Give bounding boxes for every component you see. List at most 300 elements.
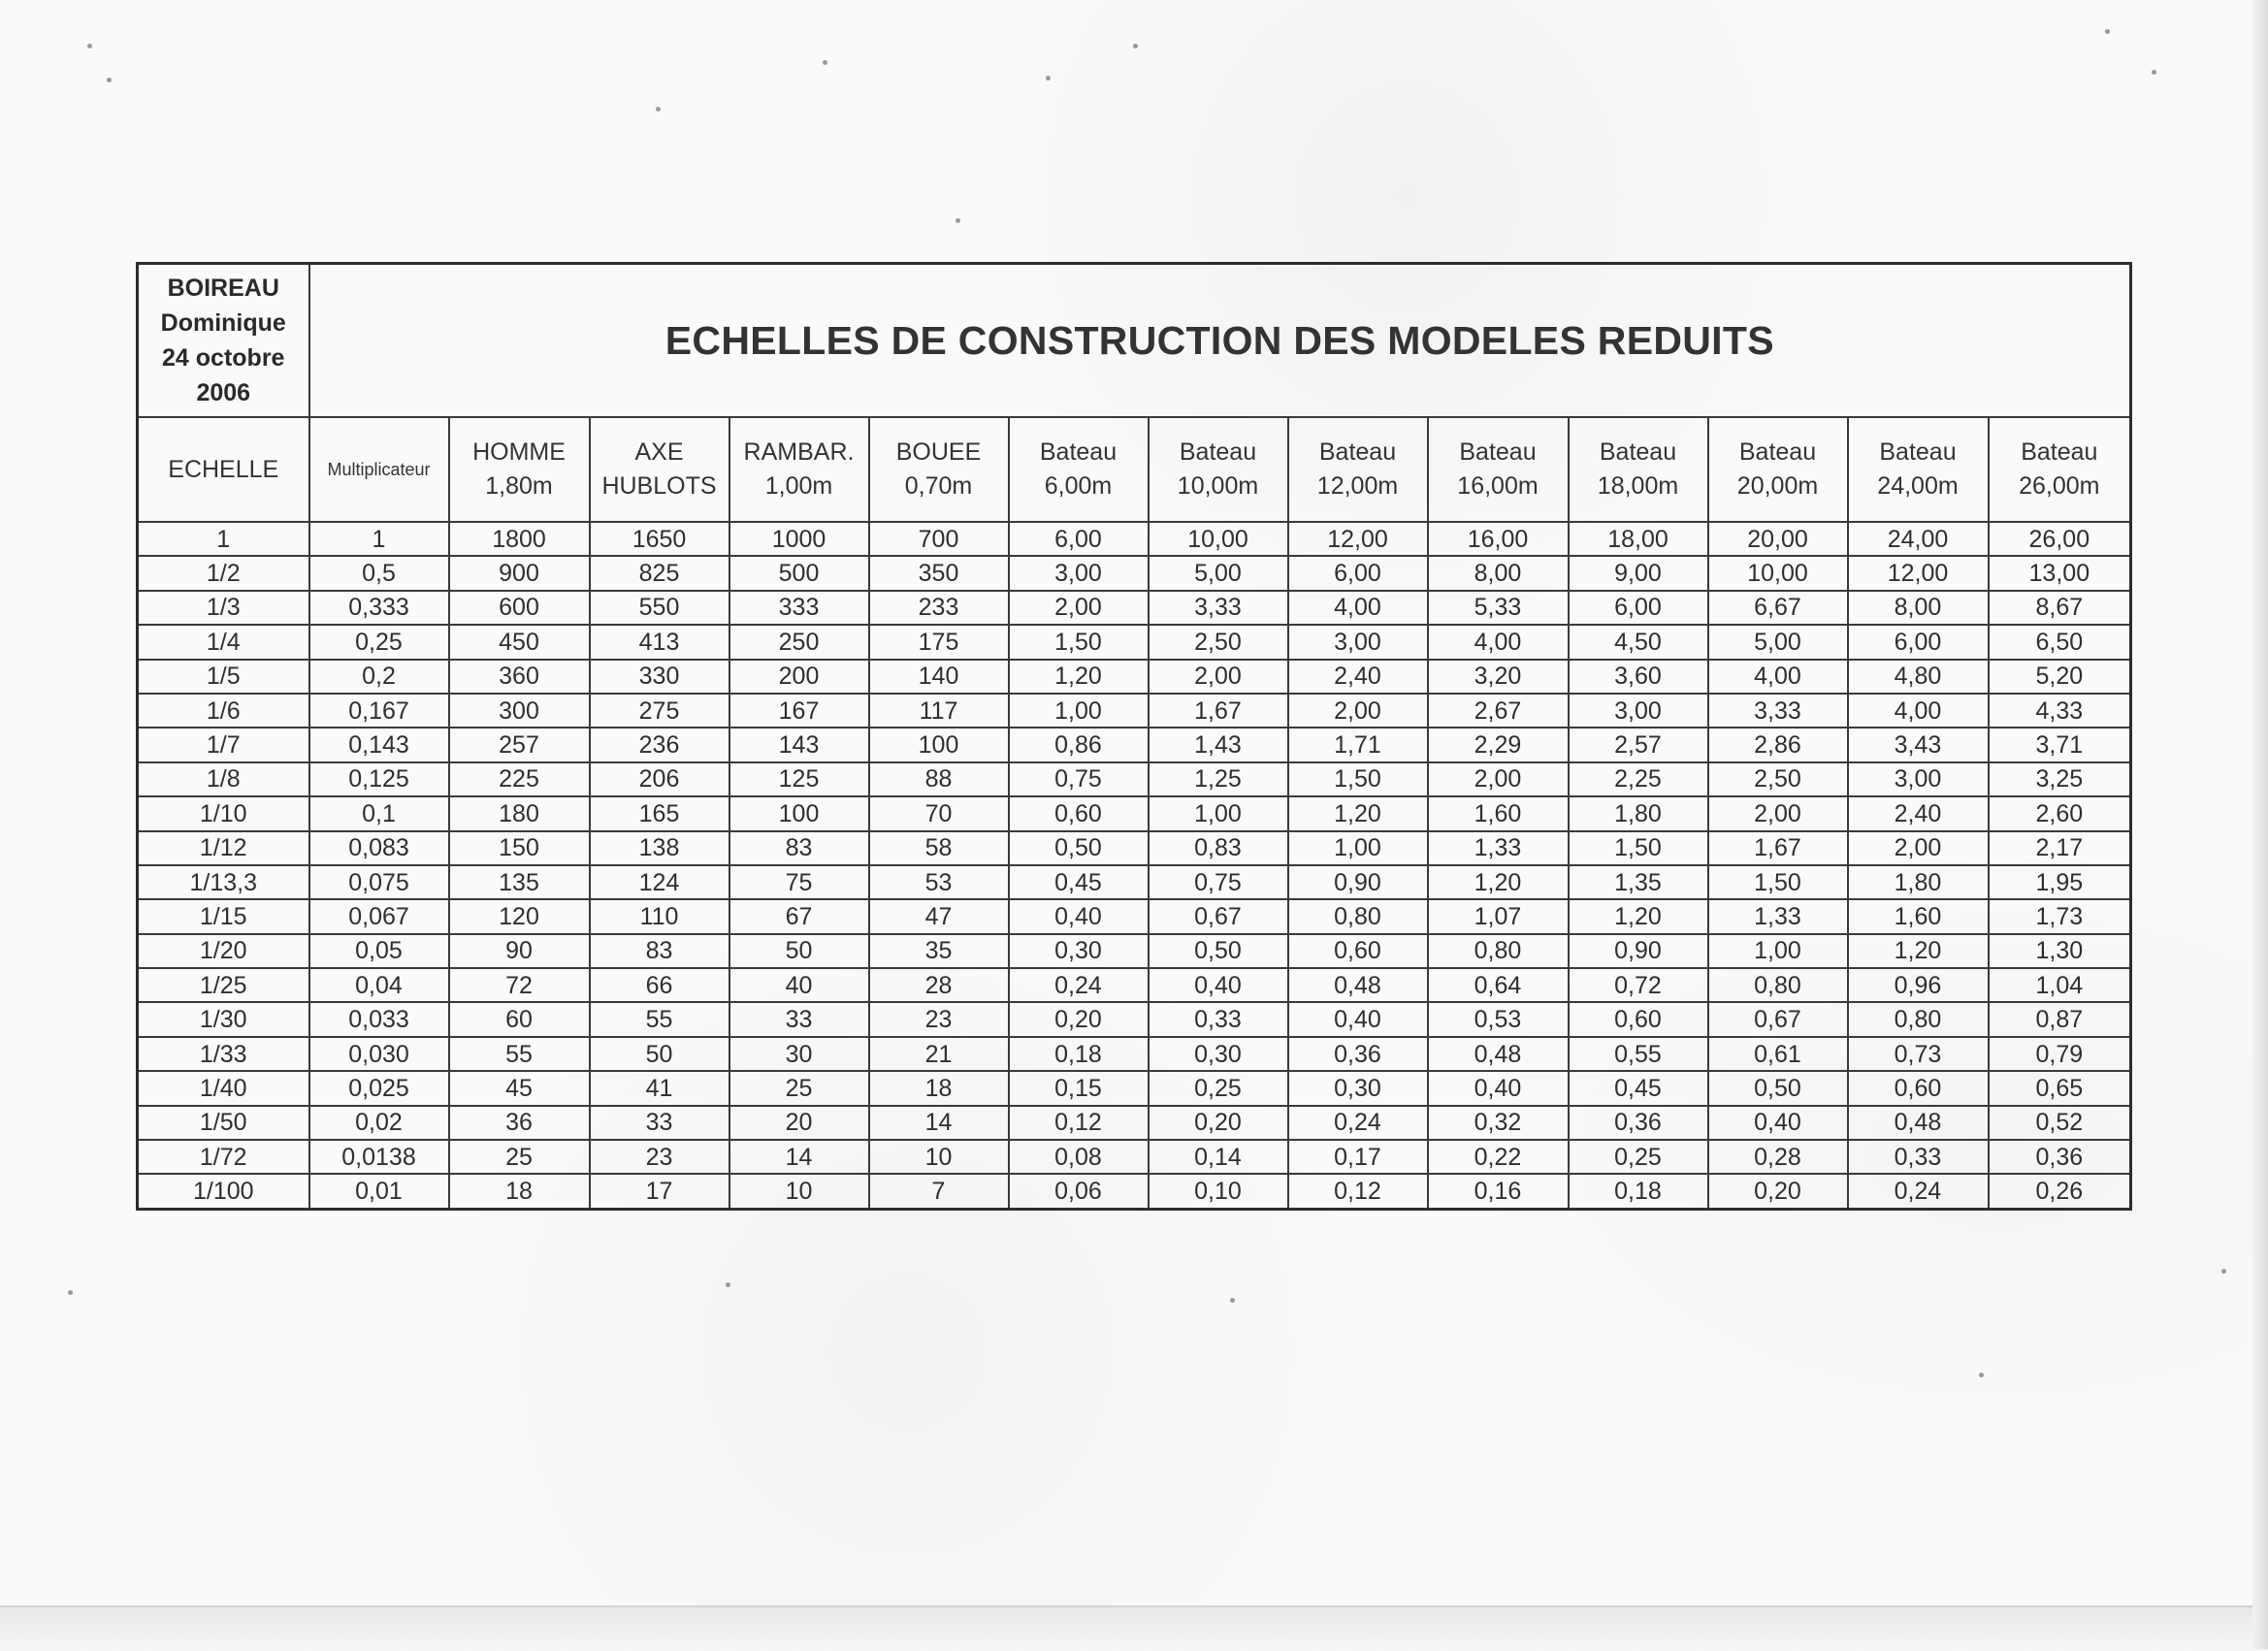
value-cell: 0,24 — [1848, 1174, 1989, 1209]
value-cell: 1000 — [729, 522, 869, 556]
value-cell: 2,00 — [1149, 660, 1288, 694]
value-cell: 1,50 — [1569, 831, 1708, 865]
value-cell: 0,73 — [1848, 1037, 1989, 1071]
value-cell: 0,030 — [309, 1037, 449, 1071]
value-cell: 0,1 — [309, 796, 449, 830]
value-cell: 1,50 — [1009, 625, 1149, 659]
value-cell: 0,26 — [1989, 1174, 2131, 1209]
scale-cell: 1/100 — [138, 1174, 309, 1209]
table-row — [138, 1071, 2131, 1105]
column-header-label: ECHELLE — [168, 455, 279, 483]
value-cell: 83 — [729, 831, 869, 865]
table-row — [138, 865, 2131, 899]
value-cell: 1,60 — [1428, 796, 1569, 830]
column-header-label: HOMME — [472, 438, 566, 466]
scale-cell: 1 — [138, 522, 309, 556]
value-cell: 0,40 — [1009, 899, 1149, 933]
value-cell: 2,86 — [1708, 728, 1848, 761]
value-cell: 0,83 — [1149, 831, 1288, 865]
value-cell: 1650 — [590, 522, 729, 556]
column-header-row — [138, 417, 2131, 522]
dust-speck — [2152, 70, 2156, 75]
scale-cell: 1/3 — [138, 591, 309, 625]
column-header-label: Bateau — [1599, 438, 1677, 466]
value-cell: 1,00 — [1288, 831, 1428, 865]
value-cell: 0,08 — [1009, 1140, 1149, 1174]
value-cell: 0,17 — [1288, 1140, 1428, 1174]
scale-cell: 1/8 — [138, 762, 309, 796]
column-header — [1708, 417, 1848, 522]
value-cell: 0,96 — [1848, 968, 1989, 1002]
value-cell: 0,25 — [1569, 1140, 1708, 1174]
dust-speck — [2221, 1269, 2226, 1274]
value-cell: 23 — [869, 1002, 1009, 1036]
value-cell: 140 — [869, 660, 1009, 694]
value-cell: 110 — [590, 899, 729, 933]
value-cell: 1,20 — [1009, 660, 1149, 694]
value-cell: 0,90 — [1569, 934, 1708, 968]
value-cell: 0,33 — [1149, 1002, 1288, 1036]
value-cell: 10 — [729, 1174, 869, 1209]
value-cell: 0,45 — [1009, 865, 1149, 899]
table-row — [138, 1106, 2131, 1140]
column-header — [449, 417, 590, 522]
value-cell: 0,333 — [309, 591, 449, 625]
value-cell: 5,00 — [1149, 556, 1288, 590]
scale-cell: 1/15 — [138, 899, 309, 933]
value-cell: 0,2 — [309, 660, 449, 694]
value-cell: 35 — [869, 934, 1009, 968]
page-title: ECHELLES DE CONSTRUCTION DES MODELES REDUITS — [309, 264, 2131, 418]
value-cell: 2,29 — [1428, 728, 1569, 761]
value-cell: 2,40 — [1848, 796, 1989, 830]
value-cell: 275 — [590, 694, 729, 728]
column-header-sublabel: 1,80m — [485, 472, 553, 500]
value-cell: 28 — [869, 968, 1009, 1002]
column-header-label: RAMBAR. — [743, 438, 855, 466]
value-cell: 0,87 — [1989, 1002, 2131, 1036]
column-header — [309, 417, 449, 522]
dust-speck — [726, 1282, 730, 1287]
value-cell: 0,30 — [1009, 934, 1149, 968]
value-cell: 1,00 — [1009, 694, 1149, 728]
value-cell: 1,00 — [1149, 796, 1288, 830]
value-cell: 1,20 — [1428, 865, 1569, 899]
value-cell: 2,57 — [1569, 728, 1708, 761]
value-cell: 0,40 — [1288, 1002, 1428, 1036]
value-cell: 0,25 — [309, 625, 449, 659]
value-cell: 0,24 — [1288, 1106, 1428, 1140]
column-header — [1989, 417, 2131, 522]
value-cell: 0,55 — [1569, 1037, 1708, 1071]
column-header-label: Bateau — [1879, 438, 1957, 466]
value-cell: 0,25 — [1149, 1071, 1288, 1105]
value-cell: 100 — [729, 796, 869, 830]
value-cell: 12,00 — [1288, 522, 1428, 556]
value-cell: 0,40 — [1149, 968, 1288, 1002]
value-cell: 0,67 — [1708, 1002, 1848, 1036]
value-cell: 167 — [729, 694, 869, 728]
value-cell: 0,30 — [1288, 1071, 1428, 1105]
column-header — [1428, 417, 1569, 522]
value-cell: 1800 — [449, 522, 590, 556]
column-header-label: BOUEE — [895, 438, 982, 466]
value-cell: 233 — [869, 591, 1009, 625]
value-cell: 83 — [590, 934, 729, 968]
value-cell: 20 — [729, 1106, 869, 1140]
value-cell: 360 — [449, 660, 590, 694]
value-cell: 165 — [590, 796, 729, 830]
author-year: 2006 — [196, 379, 251, 406]
value-cell: 500 — [729, 556, 869, 590]
value-cell: 117 — [869, 694, 1009, 728]
value-cell: 6,67 — [1708, 591, 1848, 625]
value-cell: 41 — [590, 1071, 729, 1105]
value-cell: 2,00 — [1288, 694, 1428, 728]
table-row — [138, 556, 2131, 590]
value-cell: 14 — [729, 1140, 869, 1174]
value-cell: 250 — [729, 625, 869, 659]
dust-speck — [656, 107, 661, 112]
value-cell: 2,40 — [1288, 660, 1428, 694]
value-cell: 1,20 — [1569, 899, 1708, 933]
table-row — [138, 728, 2131, 761]
value-cell: 25 — [729, 1071, 869, 1105]
value-cell: 1,20 — [1288, 796, 1428, 830]
scale-cell: 1/10 — [138, 796, 309, 830]
value-cell: 1,25 — [1149, 762, 1288, 796]
value-cell: 0,14 — [1149, 1140, 1288, 1174]
value-cell: 45 — [449, 1071, 590, 1105]
title-row — [138, 264, 2131, 418]
value-cell: 0,22 — [1428, 1140, 1569, 1174]
table-body — [138, 522, 2131, 1209]
value-cell: 1,50 — [1708, 865, 1848, 899]
value-cell: 8,67 — [1989, 591, 2131, 625]
value-cell: 550 — [590, 591, 729, 625]
value-cell: 0,32 — [1428, 1106, 1569, 1140]
value-cell: 3,00 — [1288, 625, 1428, 659]
value-cell: 6,50 — [1989, 625, 2131, 659]
value-cell: 0,67 — [1149, 899, 1288, 933]
value-cell: 0,0138 — [309, 1140, 449, 1174]
dust-speck — [107, 78, 112, 82]
value-cell: 825 — [590, 556, 729, 590]
value-cell: 0,067 — [309, 899, 449, 933]
scale-cell: 1/4 — [138, 625, 309, 659]
author-block — [138, 264, 309, 418]
value-cell: 2,00 — [1009, 591, 1149, 625]
value-cell: 6,00 — [1009, 522, 1149, 556]
column-header — [729, 417, 869, 522]
table-row — [138, 1174, 2131, 1209]
value-cell: 1 — [309, 522, 449, 556]
value-cell: 0,083 — [309, 831, 449, 865]
value-cell: 0,50 — [1009, 831, 1149, 865]
dust-speck — [823, 60, 827, 65]
scale-cell: 1/33 — [138, 1037, 309, 1071]
column-header-sublabel: 1,00m — [764, 472, 833, 500]
value-cell: 70 — [869, 796, 1009, 830]
scan-bottom-edge — [0, 1605, 2268, 1651]
value-cell: 225 — [449, 762, 590, 796]
dust-speck — [2105, 29, 2110, 34]
column-header-label: Bateau — [1459, 438, 1537, 466]
value-cell: 0,025 — [309, 1071, 449, 1105]
value-cell: 0,033 — [309, 1002, 449, 1036]
value-cell: 50 — [729, 934, 869, 968]
value-cell: 0,143 — [309, 728, 449, 761]
table-row — [138, 625, 2131, 659]
value-cell: 413 — [590, 625, 729, 659]
value-cell: 236 — [590, 728, 729, 761]
value-cell: 1,07 — [1428, 899, 1569, 933]
value-cell: 13,00 — [1989, 556, 2131, 590]
value-cell: 8,00 — [1848, 591, 1989, 625]
value-cell: 0,48 — [1288, 968, 1428, 1002]
value-cell: 10,00 — [1708, 556, 1848, 590]
value-cell: 3,00 — [1009, 556, 1149, 590]
value-cell: 0,80 — [1848, 1002, 1989, 1036]
value-cell: 50 — [590, 1037, 729, 1071]
value-cell: 12,00 — [1848, 556, 1989, 590]
column-header — [1848, 417, 1989, 522]
column-header-label: Bateau — [1179, 438, 1257, 466]
value-cell: 0,80 — [1708, 968, 1848, 1002]
table-row — [138, 522, 2131, 556]
dust-speck — [68, 1290, 73, 1295]
value-cell: 55 — [590, 1002, 729, 1036]
value-cell: 0,90 — [1288, 865, 1428, 899]
dust-speck — [1133, 44, 1138, 49]
value-cell: 0,48 — [1428, 1037, 1569, 1071]
value-cell: 0,61 — [1708, 1037, 1848, 1071]
value-cell: 125 — [729, 762, 869, 796]
value-cell: 58 — [869, 831, 1009, 865]
column-header-sublabel: HUBLOTS — [601, 472, 717, 500]
value-cell: 2,60 — [1989, 796, 2131, 830]
column-header-label: Bateau — [1738, 438, 1817, 466]
value-cell: 1,71 — [1288, 728, 1428, 761]
value-cell: 0,50 — [1149, 934, 1288, 968]
value-cell: 4,00 — [1428, 625, 1569, 659]
value-cell: 0,36 — [1569, 1106, 1708, 1140]
value-cell: 60 — [449, 1002, 590, 1036]
table-row — [138, 1002, 2131, 1036]
value-cell: 0,50 — [1708, 1071, 1848, 1105]
value-cell: 4,33 — [1989, 694, 2131, 728]
value-cell: 55 — [449, 1037, 590, 1071]
column-header-sublabel: 16,00m — [1457, 472, 1539, 500]
value-cell: 72 — [449, 968, 590, 1002]
value-cell: 66 — [590, 968, 729, 1002]
value-cell: 0,52 — [1989, 1106, 2131, 1140]
value-cell: 30 — [729, 1037, 869, 1071]
value-cell: 0,167 — [309, 694, 449, 728]
value-cell: 10 — [869, 1140, 1009, 1174]
column-header-label: Bateau — [1039, 438, 1118, 466]
value-cell: 700 — [869, 522, 1009, 556]
column-header — [1149, 417, 1288, 522]
value-cell: 6,00 — [1569, 591, 1708, 625]
value-cell: 25 — [449, 1140, 590, 1174]
column-header-sublabel: 24,00m — [1877, 472, 1959, 500]
value-cell: 4,00 — [1708, 660, 1848, 694]
value-cell: 206 — [590, 762, 729, 796]
value-cell: 0,86 — [1009, 728, 1149, 761]
table-row — [138, 694, 2131, 728]
value-cell: 8,00 — [1428, 556, 1569, 590]
value-cell: 4,80 — [1848, 660, 1989, 694]
table-row — [138, 796, 2131, 830]
value-cell: 1,43 — [1149, 728, 1288, 761]
value-cell: 40 — [729, 968, 869, 1002]
value-cell: 10,00 — [1149, 522, 1288, 556]
table-row — [138, 831, 2131, 865]
scale-cell: 1/72 — [138, 1140, 309, 1174]
value-cell: 2,50 — [1149, 625, 1288, 659]
value-cell: 4,00 — [1848, 694, 1989, 728]
value-cell: 0,02 — [309, 1106, 449, 1140]
value-cell: 4,50 — [1569, 625, 1708, 659]
column-header — [869, 417, 1009, 522]
value-cell: 0,10 — [1149, 1174, 1288, 1209]
value-cell: 3,60 — [1569, 660, 1708, 694]
value-cell: 3,25 — [1989, 762, 2131, 796]
value-cell: 175 — [869, 625, 1009, 659]
value-cell: 0,75 — [1009, 762, 1149, 796]
value-cell: 0,36 — [1288, 1037, 1428, 1071]
value-cell: 0,12 — [1009, 1106, 1149, 1140]
value-cell: 124 — [590, 865, 729, 899]
column-header-sublabel: 0,70m — [904, 472, 973, 500]
value-cell: 20,00 — [1708, 522, 1848, 556]
value-cell: 0,20 — [1009, 1002, 1149, 1036]
value-cell: 200 — [729, 660, 869, 694]
value-cell: 0,075 — [309, 865, 449, 899]
scale-cell: 1/30 — [138, 1002, 309, 1036]
value-cell: 0,79 — [1989, 1037, 2131, 1071]
value-cell: 3,00 — [1848, 762, 1989, 796]
value-cell: 36 — [449, 1106, 590, 1140]
value-cell: 135 — [449, 865, 590, 899]
value-cell: 2,67 — [1428, 694, 1569, 728]
value-cell: 1,67 — [1708, 831, 1848, 865]
table-row — [138, 899, 2131, 933]
table-row — [138, 762, 2131, 796]
value-cell: 0,24 — [1009, 968, 1149, 1002]
value-cell: 21 — [869, 1037, 1009, 1071]
value-cell: 0,45 — [1569, 1071, 1708, 1105]
value-cell: 0,60 — [1009, 796, 1149, 830]
column-header-label: Multiplicateur — [327, 459, 431, 479]
value-cell: 3,00 — [1569, 694, 1708, 728]
scale-cell: 1/50 — [138, 1106, 309, 1140]
value-cell: 2,17 — [1989, 831, 2131, 865]
dust-speck — [1230, 1298, 1235, 1303]
column-header-label: Bateau — [2021, 438, 2098, 466]
value-cell: 257 — [449, 728, 590, 761]
value-cell: 2,50 — [1708, 762, 1848, 796]
value-cell: 143 — [729, 728, 869, 761]
value-cell: 33 — [729, 1002, 869, 1036]
value-cell: 47 — [869, 899, 1009, 933]
value-cell: 0,18 — [1009, 1037, 1149, 1071]
value-cell: 3,33 — [1708, 694, 1848, 728]
scale-cell: 1/13,3 — [138, 865, 309, 899]
value-cell: 33 — [590, 1106, 729, 1140]
value-cell: 26,00 — [1989, 522, 2131, 556]
dust-speck — [1046, 76, 1051, 81]
value-cell: 0,04 — [309, 968, 449, 1002]
value-cell: 0,40 — [1708, 1106, 1848, 1140]
value-cell: 5,00 — [1708, 625, 1848, 659]
scale-cell: 1/2 — [138, 556, 309, 590]
column-header-sublabel: 18,00m — [1597, 472, 1679, 500]
value-cell: 0,05 — [309, 934, 449, 968]
column-header — [590, 417, 729, 522]
value-cell: 0,60 — [1288, 934, 1428, 968]
value-cell: 1,67 — [1149, 694, 1288, 728]
column-header-sublabel: 26,00m — [2019, 472, 2100, 500]
column-header-sublabel: 12,00m — [1316, 472, 1399, 500]
value-cell: 0,64 — [1428, 968, 1569, 1002]
value-cell: 0,60 — [1848, 1071, 1989, 1105]
table-row — [138, 968, 2131, 1002]
value-cell: 1,33 — [1708, 899, 1848, 933]
value-cell: 330 — [590, 660, 729, 694]
value-cell: 0,80 — [1428, 934, 1569, 968]
value-cell: 1,30 — [1989, 934, 2131, 968]
value-cell: 0,20 — [1708, 1174, 1848, 1209]
column-header — [1569, 417, 1708, 522]
value-cell: 100 — [869, 728, 1009, 761]
scale-table — [136, 262, 2132, 1211]
value-cell: 17 — [590, 1174, 729, 1209]
value-cell: 0,01 — [309, 1174, 449, 1209]
value-cell: 0,80 — [1288, 899, 1428, 933]
column-header-label: AXE — [634, 438, 684, 466]
scale-cell: 1/6 — [138, 694, 309, 728]
table-row — [138, 660, 2131, 694]
value-cell: 0,20 — [1149, 1106, 1288, 1140]
value-cell: 0,75 — [1149, 865, 1288, 899]
value-cell: 1,33 — [1428, 831, 1569, 865]
value-cell: 333 — [729, 591, 869, 625]
value-cell: 6,00 — [1848, 625, 1989, 659]
value-cell: 450 — [449, 625, 590, 659]
value-cell: 1,04 — [1989, 968, 2131, 1002]
scale-cell: 1/25 — [138, 968, 309, 1002]
value-cell: 0,33 — [1848, 1140, 1989, 1174]
value-cell: 7 — [869, 1174, 1009, 1209]
value-cell: 5,33 — [1428, 591, 1569, 625]
column-header-label: Bateau — [1318, 438, 1397, 466]
value-cell: 5,20 — [1989, 660, 2131, 694]
value-cell: 88 — [869, 762, 1009, 796]
value-cell: 150 — [449, 831, 590, 865]
scale-cell: 1/12 — [138, 831, 309, 865]
value-cell: 18 — [449, 1174, 590, 1209]
value-cell: 14 — [869, 1106, 1009, 1140]
value-cell: 6,00 — [1288, 556, 1428, 590]
value-cell: 3,71 — [1989, 728, 2131, 761]
value-cell: 4,00 — [1288, 591, 1428, 625]
dust-speck — [87, 44, 92, 49]
value-cell: 0,36 — [1989, 1140, 2131, 1174]
value-cell: 18 — [869, 1071, 1009, 1105]
value-cell: 2,00 — [1848, 831, 1989, 865]
